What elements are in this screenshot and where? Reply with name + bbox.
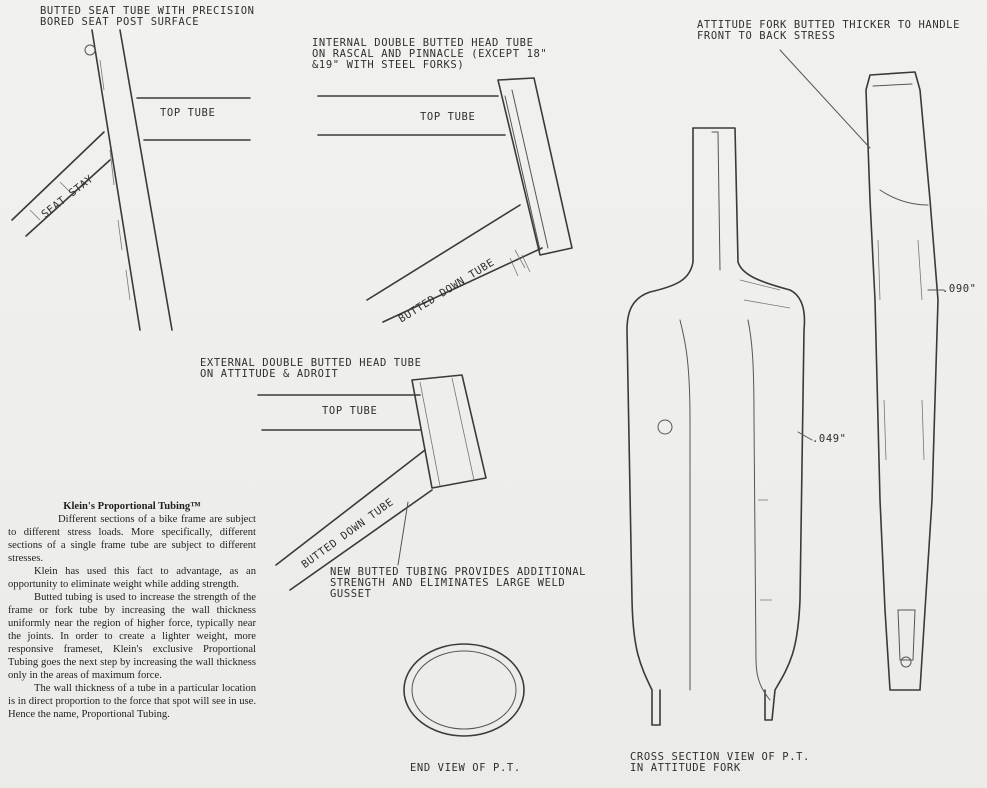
description-paragraph: Klein has used this fact to advantage, as an opportunity to eliminate weight while adding strength. [8,566,256,590]
seat-tube-left-edge [92,30,140,330]
end-view-caption: END VIEW OF P.T. [410,762,521,774]
top-tube-label-3: TOP TUBE [322,405,378,417]
fork-dropout-hole [658,420,672,434]
end-view-sketch [404,644,524,736]
description-paragraph: The wall thickness of a tube in a particular location is in direct proportion to the force that spot will see in use. Hence the name, Proportional Tubing. [8,683,256,720]
seat-bolt-boss [85,45,95,55]
description-paragraph: Different sections of a bike frame are subject to different stress loads. More specifically, different sections of a single frame tube are subject to different stresses. [8,514,256,564]
top-tube-label-2: TOP TUBE [420,111,476,123]
seat-tube-callout: BUTTED SEAT TUBE WITH PRECISION BORED SEAT POST SURFACE [40,5,255,28]
external-head-tube-callout: EXTERNAL DOUBLE BUTTED HEAD TUBE ON ATTITUDE & ADROIT [200,357,422,380]
fork-left-outer [627,128,693,725]
cross-section-fork-sketch [627,128,812,725]
callout-leader [398,502,408,565]
callout-leader [780,50,870,148]
internal-head-tube-callout: INTERNAL DOUBLE BUTTED HEAD TUBE ON RASCAL AND PINNACLE (EXCEPT 18" &19" WITH STEEL FORKS) [312,37,548,71]
new-butted-tubing-callout: NEW BUTTED TUBING PROVIDES ADDITIONAL STRENGTH AND ELIMINATES LARGE WELD GUSSET [330,566,587,600]
attitude-fork-callout: ATTITUDE FORK BUTTED THICKER TO HANDLE FRONT TO BACK STRESS [697,19,961,42]
top-tube-label-1: TOP TUBE [160,107,216,119]
description-paragraph: Butted tubing is used to increase the strength of the frame or fork tube by increasing the wall thickness uniformly near the region of higher force, typically near the joints. In order to create a lighter weight, more responsive frameset, Klein's exclusive Proportional Tubing goes the next step by increasing the wall thickness only in the areas of maximum force. [8,592,256,681]
end-view-outer-ring [404,644,524,736]
dimension-090: .090" [942,283,977,295]
attitude-fork-sketch [780,50,944,690]
seat-tube-sketch [12,30,250,330]
butted-down-tube-label-2: BUTTED DOWN TUBE [299,496,397,571]
end-view-inner-ring [412,651,516,729]
proportional-tubing-description [8,500,256,721]
cross-section-caption: CROSS SECTION VIEW OF P.T. IN ATTITUDE FORK [630,751,810,774]
head-tube-outline [412,375,486,488]
description-heading: Klein's Proportional Tubing™ [63,501,201,512]
seat-stay-label: SEAT STAY [39,172,96,221]
butted-down-tube-label-1: BUTTED DOWN TUBE [396,256,497,326]
dimension-049: .049" [812,433,847,445]
fork-axle-hole [901,657,911,667]
fork-blade-outline [866,72,938,690]
fork-right-outer [693,128,804,720]
